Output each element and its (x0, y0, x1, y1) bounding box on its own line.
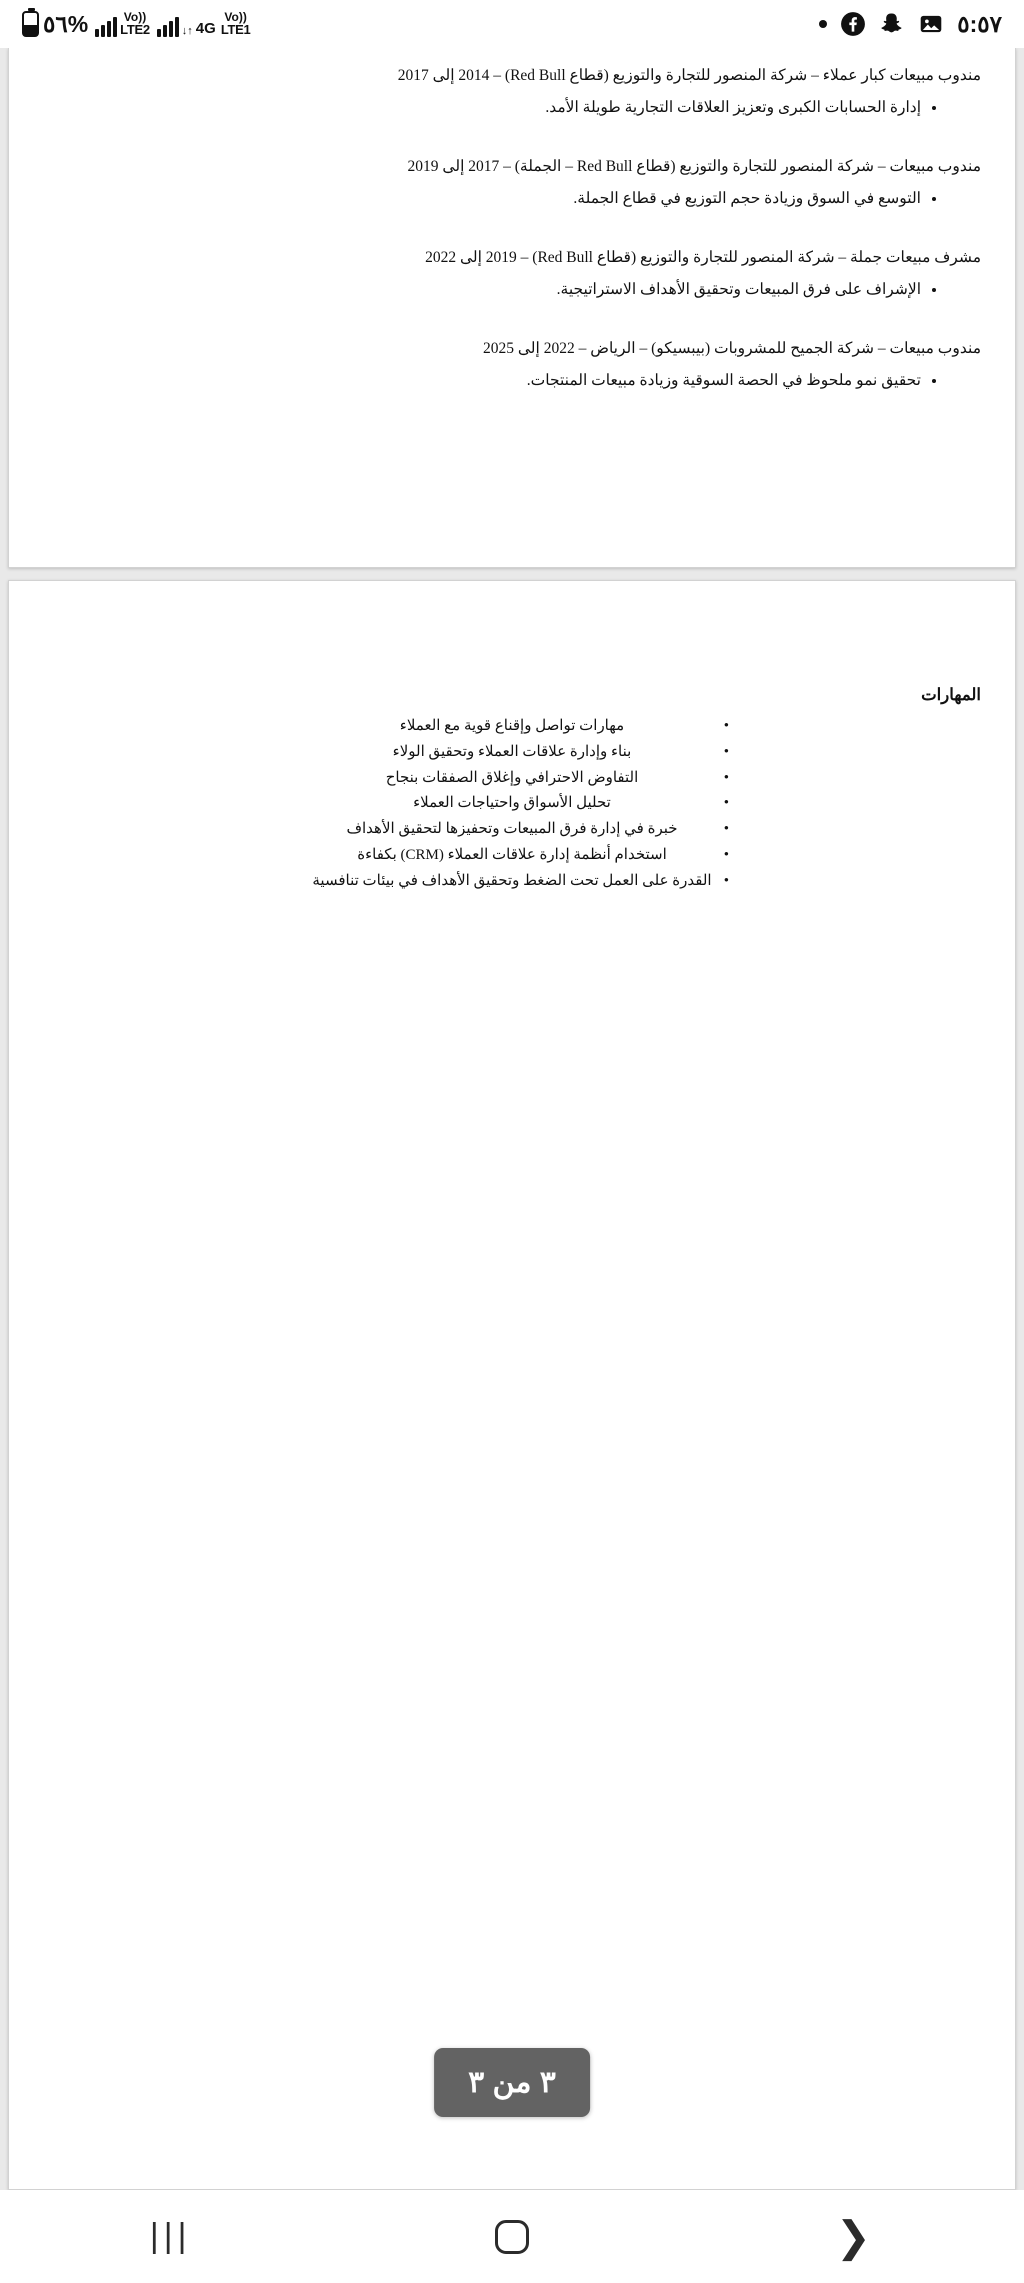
network-label-1 (221, 11, 251, 36)
document-page-3[interactable] (8, 580, 1016, 2190)
list-item: التفاوض الاحترافي وإغلاق الصفقات بنجاح • (43, 766, 981, 792)
data-transfer-icon: ↓↑ (181, 25, 193, 37)
experience-bullets (43, 187, 981, 212)
battery-icon (22, 11, 39, 37)
back-icon: ❯ (835, 2212, 871, 2260)
experience-heading: مشرف مبيعات جملة – شركة المنصور للتجارة والتوزيع (قطاع Red Bull) – 2019 إلى 2022 (425, 249, 981, 267)
status-bar-right (819, 11, 1002, 38)
list-item: استخدام أنظمة إدارة علاقات العملاء (CRM) بكفاءة • (43, 843, 981, 869)
network-label-2 (120, 11, 150, 36)
dot-indicator-icon (819, 20, 827, 28)
experience-entry (43, 155, 981, 212)
back-button[interactable] (793, 2202, 913, 2272)
skills-list (43, 714, 981, 895)
photos-icon (918, 11, 944, 37)
skills-title: المهارات (921, 685, 981, 704)
experience-bullet: • تحقيق نمو ملحوظ في الحصة السوقية وزيادة مبيعات المنتجات. (43, 369, 921, 394)
status-bar (0, 0, 1024, 48)
experience-bullets (43, 369, 981, 394)
network-type-1: LTE1 (220, 22, 251, 37)
list-item: مهارات تواصل وإقناع قوية مع العملاء • (43, 714, 981, 740)
list-item: بناء وإدارة علاقات العملاء وتحقيق الولاء • (43, 740, 981, 766)
document-viewport[interactable] (0, 48, 1024, 2190)
signal-indicator-2 (95, 11, 150, 37)
experience-heading: مندوب مبيعات – شركة الجميح للمشروبات (بيبسيكو) – الرياض – 2022 إلى 2025 (483, 340, 981, 358)
page-2-content (9, 48, 1015, 394)
signal-bars-icon (95, 17, 117, 37)
status-bar-clock: ٥:٥٧ (957, 10, 1002, 37)
network-gen-label: 4G (195, 20, 216, 37)
experience-bullet: • الإشراف على فرق المبيعات وتحقيق الأهداف الاستراتيجية. (43, 278, 921, 303)
signal-bars-icon-2 (157, 17, 179, 37)
network-type-2: LTE2 (120, 22, 150, 37)
experience-entry (43, 337, 981, 394)
list-item: خبرة في إدارة فرق المبيعات وتحفيزها لتحقيق الأهداف • (43, 817, 981, 843)
status-bar-left (22, 11, 250, 38)
experience-heading: مندوب مبيعات كبار عملاء – شركة المنصور للتجارة والتوزيع (قطاع Red Bull) – 2014 إلى 2017 (397, 67, 981, 84)
experience-heading: مندوب مبيعات – شركة المنصور للتجارة والتوزيع (قطاع Red Bull – الجملة) – 2017 إلى 2019 (407, 158, 981, 176)
recents-button[interactable] (111, 2202, 231, 2272)
home-icon (495, 2220, 529, 2254)
list-item: القدرة على العمل تحت الضغط وتحقيق الأهداف في بيئات تنافسية • (43, 869, 981, 895)
list-item: تحليل الأسواق واحتياجات العملاء • (43, 791, 981, 817)
signal-indicator-1 (157, 11, 251, 37)
volte-icon-1: Vo)) (224, 10, 247, 24)
volte-icon-2: Vo)) (123, 10, 147, 24)
experience-entry (43, 246, 981, 303)
facebook-icon (840, 11, 866, 37)
battery-percent-label: ٥٦% (43, 10, 89, 37)
system-navigation-bar (0, 2190, 1024, 2283)
battery-indicator (22, 11, 88, 38)
skills-section (9, 581, 1015, 895)
document-page-2[interactable] (8, 48, 1016, 568)
experience-bullet: • إدارة الحسابات الكبرى وتعزيز العلاقات التجارية طويلة الأمد. (43, 96, 921, 121)
home-button[interactable] (452, 2202, 572, 2272)
snapchat-icon (879, 11, 905, 37)
page-indicator: ٣ من ٣ (434, 2048, 590, 2117)
experience-bullets (43, 278, 981, 303)
experience-bullets (43, 96, 981, 121)
experience-bullet: • التوسع في السوق وزيادة حجم التوزيع في قطاع الجملة. (43, 187, 921, 212)
experience-entry (43, 64, 981, 121)
recents-icon: ||| (149, 2217, 192, 2255)
